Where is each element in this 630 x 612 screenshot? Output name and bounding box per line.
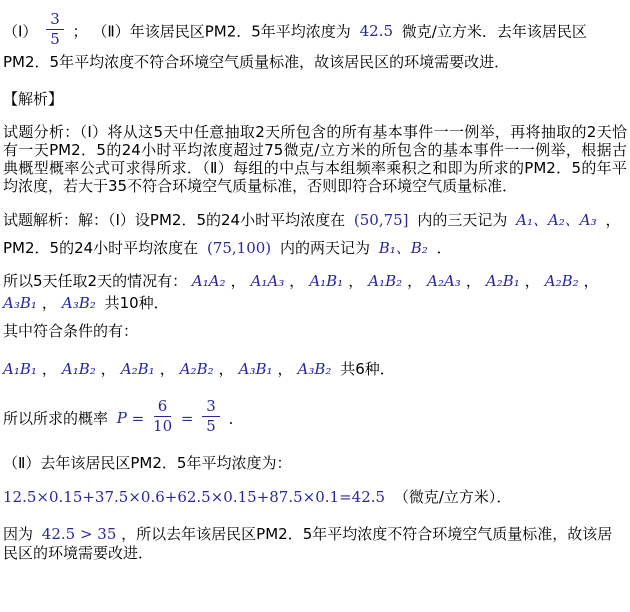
qualified-tail: 共6种． <box>340 359 395 378</box>
qualified-pairs-paragraph <box>3 357 627 381</box>
event-pair: A₁B₁ <box>309 271 344 290</box>
analysis-text: 试题分析：（Ⅰ）将从这5天中任意抽取2天所包含的所有基本事件一一例举，再将抽取的2天恰有一天PM2．5的24小时平均浓度超过75微克/立方米的所包含的基本事件一一例举，根据古典概型概率公式可求得所求．（Ⅱ）每组的中点与本组频率乘积之和即为所求的PM2．5的年平均浓度，若大于35不符合环境空气质量标准，否则即符合环境空气质量标准． <box>3 122 627 195</box>
fraction-numerator: 6 <box>154 398 172 417</box>
answer-paragraph <box>3 10 627 73</box>
fraction-denominator: 5 <box>50 30 60 49</box>
probability-lead: 所以所求的概率 <box>3 408 109 427</box>
equation-unit: （微克/立方米）． <box>393 488 512 506</box>
interval-50-75: (50,75] <box>353 210 409 229</box>
event-pair: A₁A₃ <box>250 271 285 290</box>
interval-75-100: (75,100) <box>206 238 272 257</box>
part2-equation-paragraph <box>3 486 627 508</box>
conclusion-text: ，所以去年该居民区PM2．5年平均浓度不符合环境空气质量标准，故该居民区的环境需要改进． <box>3 525 613 562</box>
analysis-header: 【解析】 <box>3 89 64 108</box>
inequality: 42.5 > 35 <box>41 525 117 543</box>
probability-symbol: P <box>116 408 127 427</box>
days-a-symbols: A₁、A₂、A₃ <box>516 210 597 229</box>
answer-fraction-three-fifths <box>46 11 64 49</box>
event-pair: A₂B₁ <box>485 271 520 290</box>
pair-separator: ， <box>41 293 57 312</box>
fraction-numerator: 3 <box>202 398 220 417</box>
equals-sign-1: = <box>131 408 145 427</box>
pm25-average-value: 42.5 <box>359 22 393 41</box>
enumeration-tail: 共10种． <box>104 293 169 312</box>
pair-separator: ， <box>407 271 423 290</box>
pair-separator: ， <box>230 271 246 290</box>
solution-intro-paragraph <box>3 206 627 262</box>
answer-part2-text: （Ⅱ）年该居民区PM2．5年平均浓度为 <box>92 22 351 41</box>
weighted-average-equation: 12.5×0.15+37.5×0.6+62.5×0.15+87.5×0.1=42.5 <box>3 488 386 506</box>
event-pair: A₃B₂ <box>297 359 332 378</box>
qualified-pairs <box>3 360 331 378</box>
event-pair: A₂B₁ <box>120 359 155 378</box>
event-pair: A₂A₃ <box>427 271 461 290</box>
fraction-three-fifths <box>202 398 220 436</box>
pair-separator: ， <box>348 271 364 290</box>
enumeration-lead: 所以5天任取2天的情况有： <box>3 271 188 290</box>
pair-separator: ， <box>41 359 57 378</box>
pair-separator: ， <box>524 271 540 290</box>
fraction-denominator: 10 <box>153 416 173 435</box>
days-b-symbols: B₁、B₂ <box>378 238 428 257</box>
event-pair: A₃B₁ <box>3 293 37 312</box>
fraction-numerator: 3 <box>46 11 64 30</box>
answer-semicolon: ； <box>72 22 88 41</box>
part2-conclusion-paragraph <box>3 525 627 563</box>
event-pair: A₂B₂ <box>179 359 214 378</box>
solution-mid3: 内的两天记为 <box>279 238 370 257</box>
pair-separator: ， <box>100 359 116 378</box>
answer-part1-label: （Ⅰ） <box>3 22 38 41</box>
event-pair: A₁B₂ <box>61 359 96 378</box>
fraction-six-tenths <box>153 398 172 436</box>
equals-sign-2: = <box>180 408 194 427</box>
solution-period: ． <box>436 238 452 257</box>
pair-separator: ， <box>289 271 305 290</box>
solution-mid1: 内的三天记为 <box>417 210 508 229</box>
event-pair: A₁A₂ <box>191 271 226 290</box>
conclusion-because: 因为 <box>3 525 34 543</box>
pair-separator: ， <box>159 359 175 378</box>
fraction-denominator: 5 <box>206 416 216 435</box>
event-pair: A₃B₁ <box>238 359 273 378</box>
solution-lead: 试题解析：解：（Ⅰ）设PM2．5的24小时平均浓度在 <box>3 210 346 229</box>
probability-paragraph <box>3 396 627 438</box>
event-pair: A₁B₂ <box>368 271 403 290</box>
pair-separator: ， <box>218 359 234 378</box>
event-pair: A₃B₂ <box>61 293 96 312</box>
answer-part2-tail: 微克/立方米．去年该居民区PM2．5年平均浓度不符合环境空气质量标准，故该居民区的环境需要改进． <box>3 22 587 71</box>
qualified-lead: 其中符合条件的有： <box>3 321 139 340</box>
event-pair: A₂B₂ <box>544 271 579 290</box>
solution-mid2: ，PM2．5的24小时平均浓度在 <box>3 210 621 257</box>
pair-separator: ， <box>277 359 293 378</box>
enumeration-paragraph <box>3 270 627 314</box>
pair-separator: ， <box>465 271 481 290</box>
part2-lead: （Ⅱ）去年该居民区PM2．5年平均浓度为： <box>3 454 292 472</box>
event-pair: A₁B₁ <box>3 359 37 378</box>
probability-period: ． <box>228 408 244 427</box>
pair-separator: ， <box>583 271 599 290</box>
